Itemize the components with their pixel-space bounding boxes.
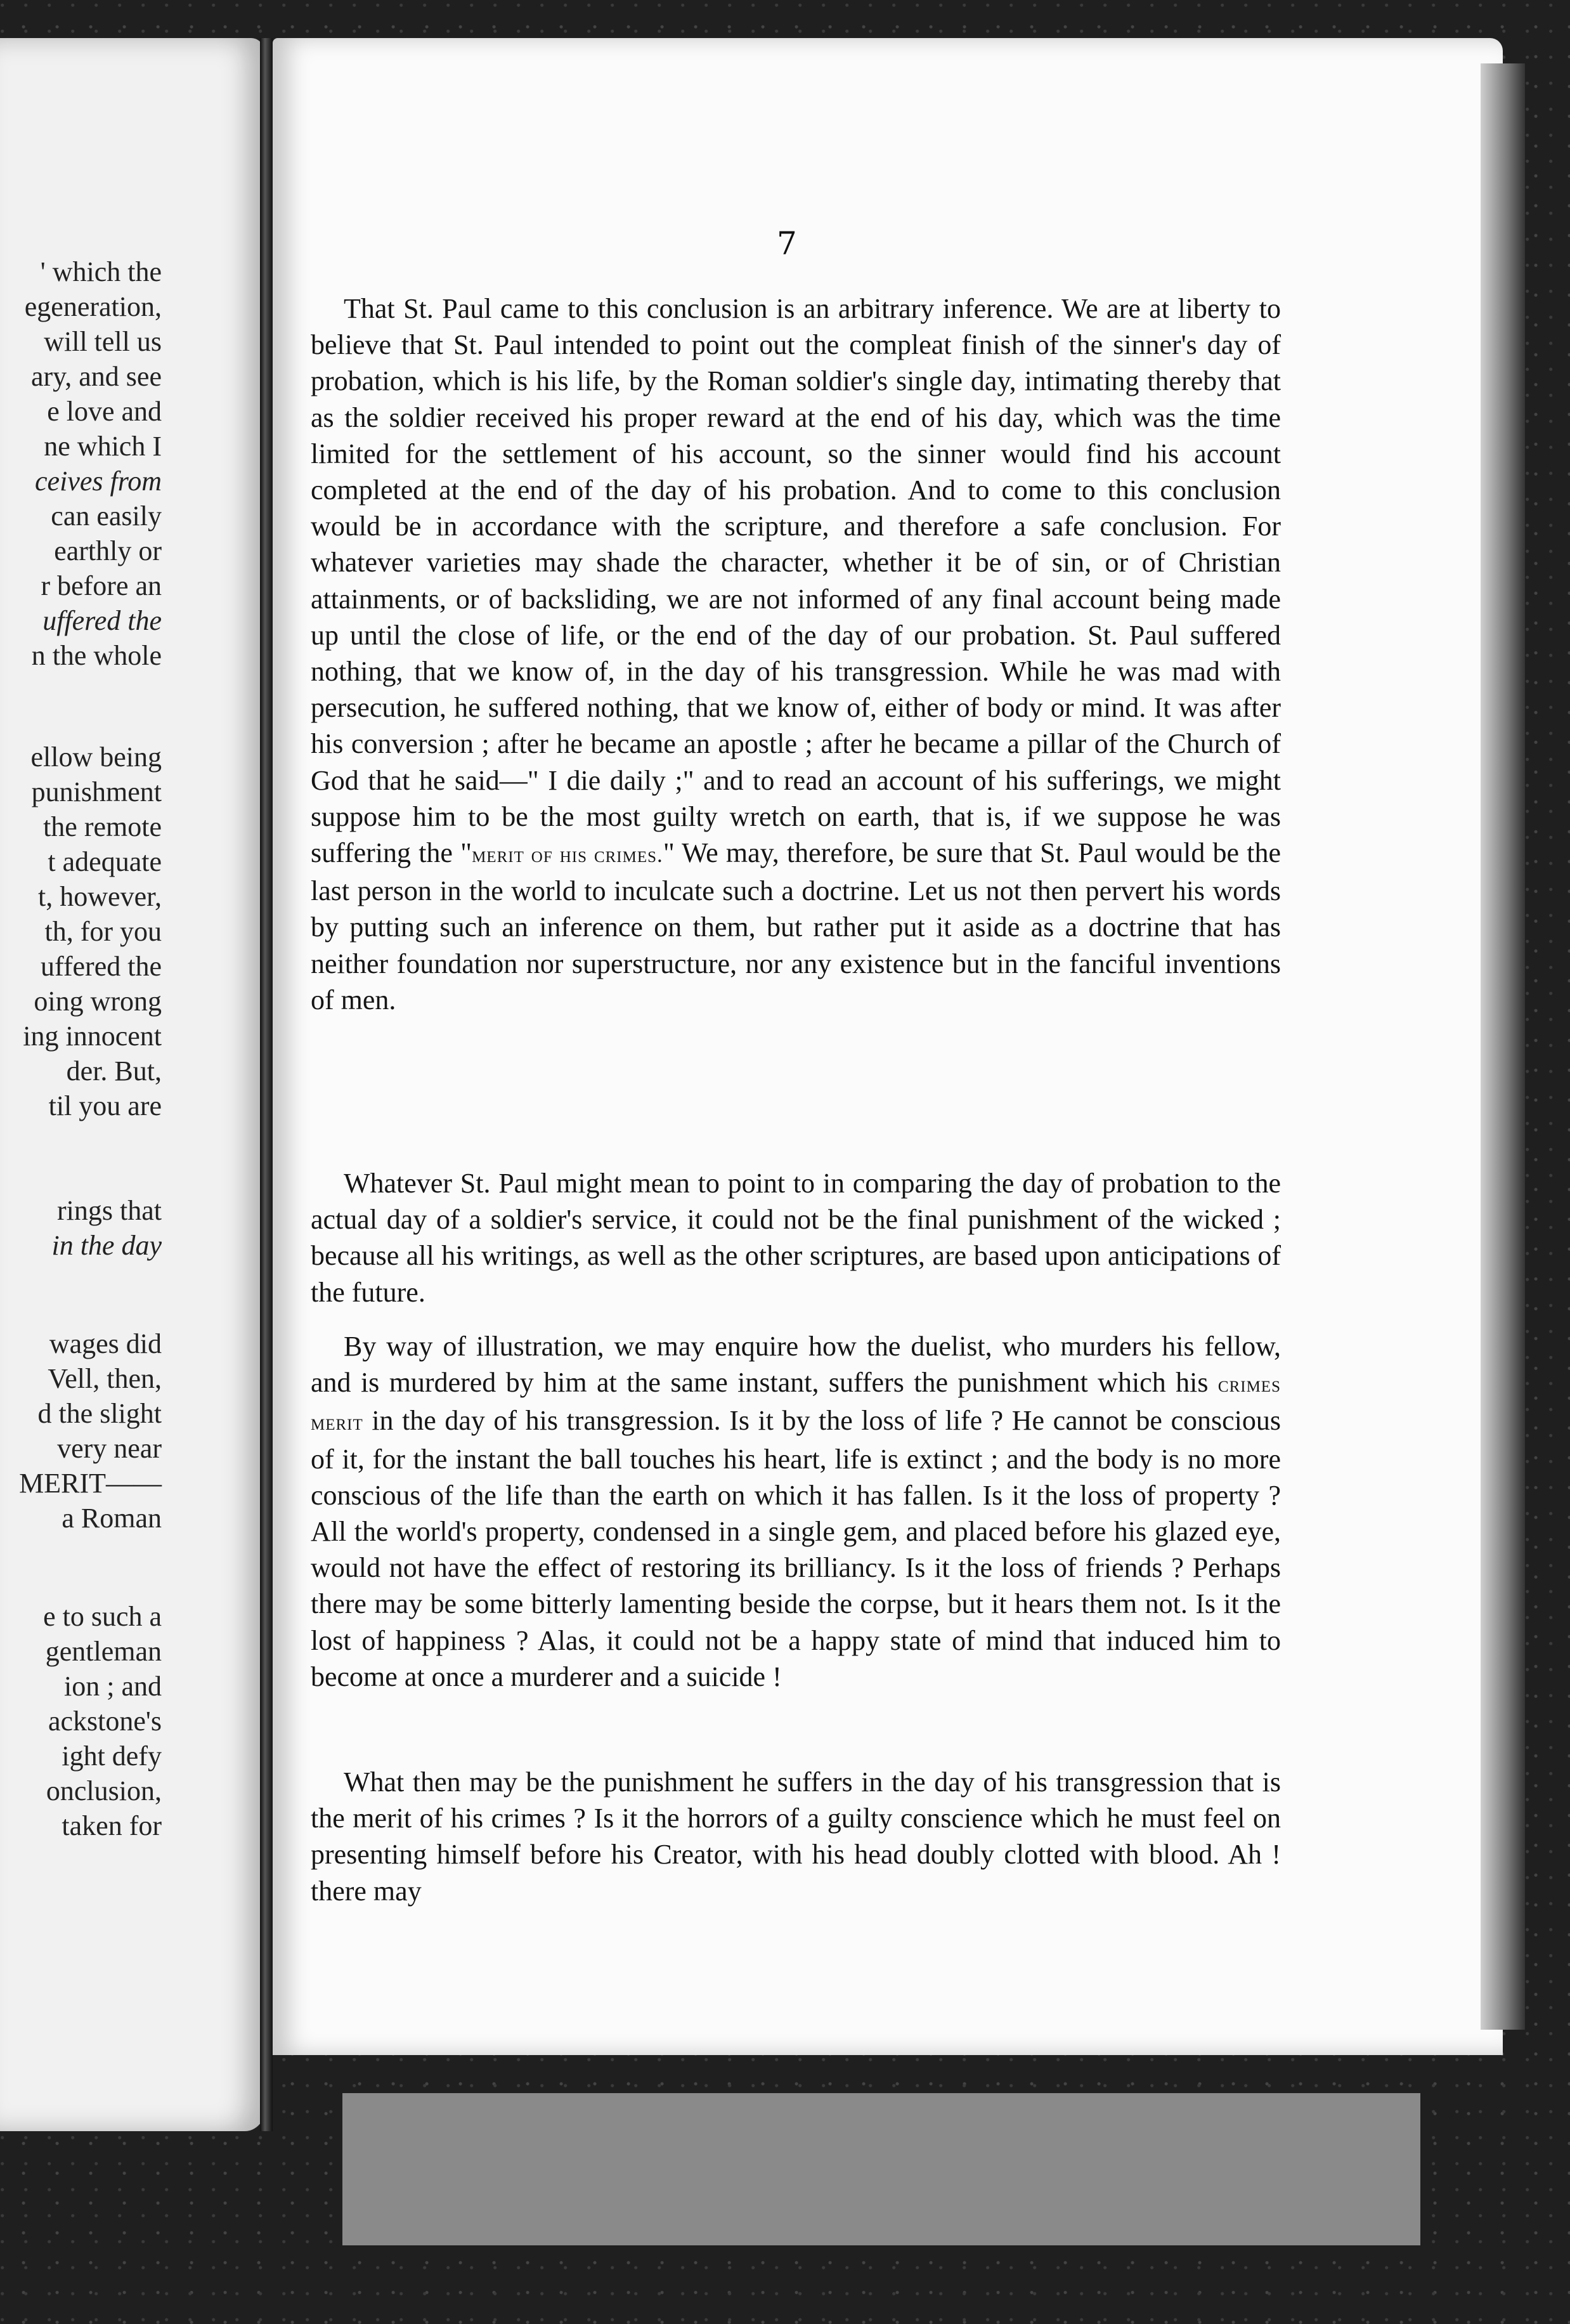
left-page-line: til you are [48, 1090, 162, 1121]
left-page-line: rings that [57, 1195, 162, 1226]
left-page-line: ion ; and [64, 1671, 162, 1702]
left-page-line: ' which the [40, 256, 162, 287]
left-page-line: ing innocent [23, 1021, 162, 1052]
left-page-line: in the day [51, 1230, 162, 1261]
left-page-line: der. But, [66, 1055, 162, 1087]
text-run: By way of illustration, we may enquire how the duelist, who murders his fellow, and is murdered by him at the same instant, suffers the punishment which his [311, 1331, 1281, 1399]
left-page-line: e love and [47, 396, 162, 427]
left-page-line: can easily [51, 500, 162, 532]
left-page-line: very near [57, 1433, 162, 1464]
text-run: That St. Paul came to this conclusion is an arbitrary inference. We are at liberty to believe that St. Paul intended to point out the compleat finish of the sinner's day of probation, which is his life, by the Roman soldier's single day, intimating thereby that as the soldier received his proper reward at the end of his day, which was the time limited for the settlement of his account, so the sinner would find his account completed at the end of the day of his probation. And to come to this conclusion would be in accordance with the scripture, and therefore a safe conclusion. For whatever varieties may shade the character, whether it be of sin, or of Christian attainments, or of backsliding, we are not informed of any final account being made up until the close of life, or the end of the day of our probation. St. Paul suffered nothing, that we know of, in the day of his transgression. While he was mad with persecution, he suffered nothing, that we know of, either of body or mind. It was after his conversion ; after he became an apostle ; after he became a pillar of the Church of God that he said—" I die daily ;" and to read an account of his sufferings, we might suppose him to be the most guilty wretch on earth, that is, if we suppose he was suffering the " [311, 293, 1281, 869]
left-page-line: a Roman [62, 1503, 162, 1534]
left-page-line: onclusion, [46, 1775, 162, 1806]
left-page-line: t, however, [38, 881, 162, 912]
text-run: Whatever St. Paul might mean to point to in comparing the day of probation to the actual day of a soldier's service, it could not be the final punishment of the wicked ; because all his writings, as well as the other scriptures, are based upon anticipations of the future. [311, 1168, 1281, 1308]
small-caps-emphasis: crimes merit [311, 1372, 1281, 1435]
left-page-line: Vell, then, [48, 1363, 162, 1394]
left-page-line: oing wrong [34, 986, 162, 1017]
left-page-line: d the slight [37, 1398, 162, 1429]
left-page-line: ary, and see [30, 361, 162, 392]
page-edge [1481, 63, 1525, 2030]
text-run: What then may be the punishment he suffers in the day of his transgression that is the merit of his crimes ? Is it the horrors of a guilty conscience which he must feel on presenting himself before his Creator, with his head doubly clotted with blood. Ah ! there may [311, 1766, 1281, 1907]
left-page-line: the remote [43, 811, 162, 842]
left-page-line: e to such a [43, 1601, 162, 1632]
paragraph-4 [311, 1764, 1281, 1909]
left-page-line: will tell us [44, 326, 162, 357]
left-page-line: t adequate [48, 846, 162, 877]
paragraph-2 [311, 1165, 1281, 1310]
left-page-line: gentleman [45, 1636, 162, 1667]
paragraph-3 [311, 1328, 1281, 1695]
left-page-line: earthly or [54, 535, 162, 566]
left-page-line: MERIT—— [19, 1468, 162, 1499]
scan-bottom-strip [342, 2093, 1420, 2245]
left-page-line: uffered the [41, 951, 162, 982]
paragraph-1 [311, 290, 1281, 1018]
page-number: 7 [777, 225, 797, 262]
small-caps-emphasis: merit of his crimes. [472, 842, 663, 868]
text-run: " We may, therefore, be sure that St. Paul would be the last person in the world to inculcate such a doctrine. Let us not then pervert his words by putting such an inference on them, but rather put it aside as a doctrine that has neither foundation nor superstructure, nor any existence but in the fanciful inventions of men. [311, 837, 1281, 1015]
left-page-line: th, for you [44, 916, 162, 947]
book-gutter [260, 38, 273, 2131]
left-page-line: punishment [31, 776, 162, 807]
left-page-line: ceives from [35, 466, 162, 497]
left-page-line: ne which I [44, 431, 162, 462]
left-page-line: ellow being [30, 741, 162, 773]
left-page-line: uffered the [42, 605, 162, 636]
left-page-line: n the whole [31, 640, 162, 671]
left-page-line: ackstone's [48, 1706, 162, 1737]
left-page-line: r before an [41, 570, 162, 601]
left-page-line: taken for [62, 1810, 162, 1841]
text-run: in the day of his transgression. Is it by the loss of life ? He cannot be conscious of it, for the instant the ball touches his heart, life is extinct ; and the body is no more conscious of the life than the earth on which it has fallen. Is it the loss of property ? All the world's property, condensed in a single gem, and placed before his glazed eye, would not have the effect of restoring its brilliancy. Is it the loss of friends ? Perhaps there may be some bitterly lamenting beside the corpse, but it hears them not. Is it the lost of happiness ? Alas, it could not be a happy state of mind that induced him to become at once a murderer and a suicide ! [311, 1405, 1281, 1692]
left-page [0, 38, 270, 2131]
left-page-line: egeneration, [24, 291, 162, 322]
left-page-line: wages did [49, 1328, 162, 1359]
left-page-line: ight defy [62, 1740, 162, 1772]
